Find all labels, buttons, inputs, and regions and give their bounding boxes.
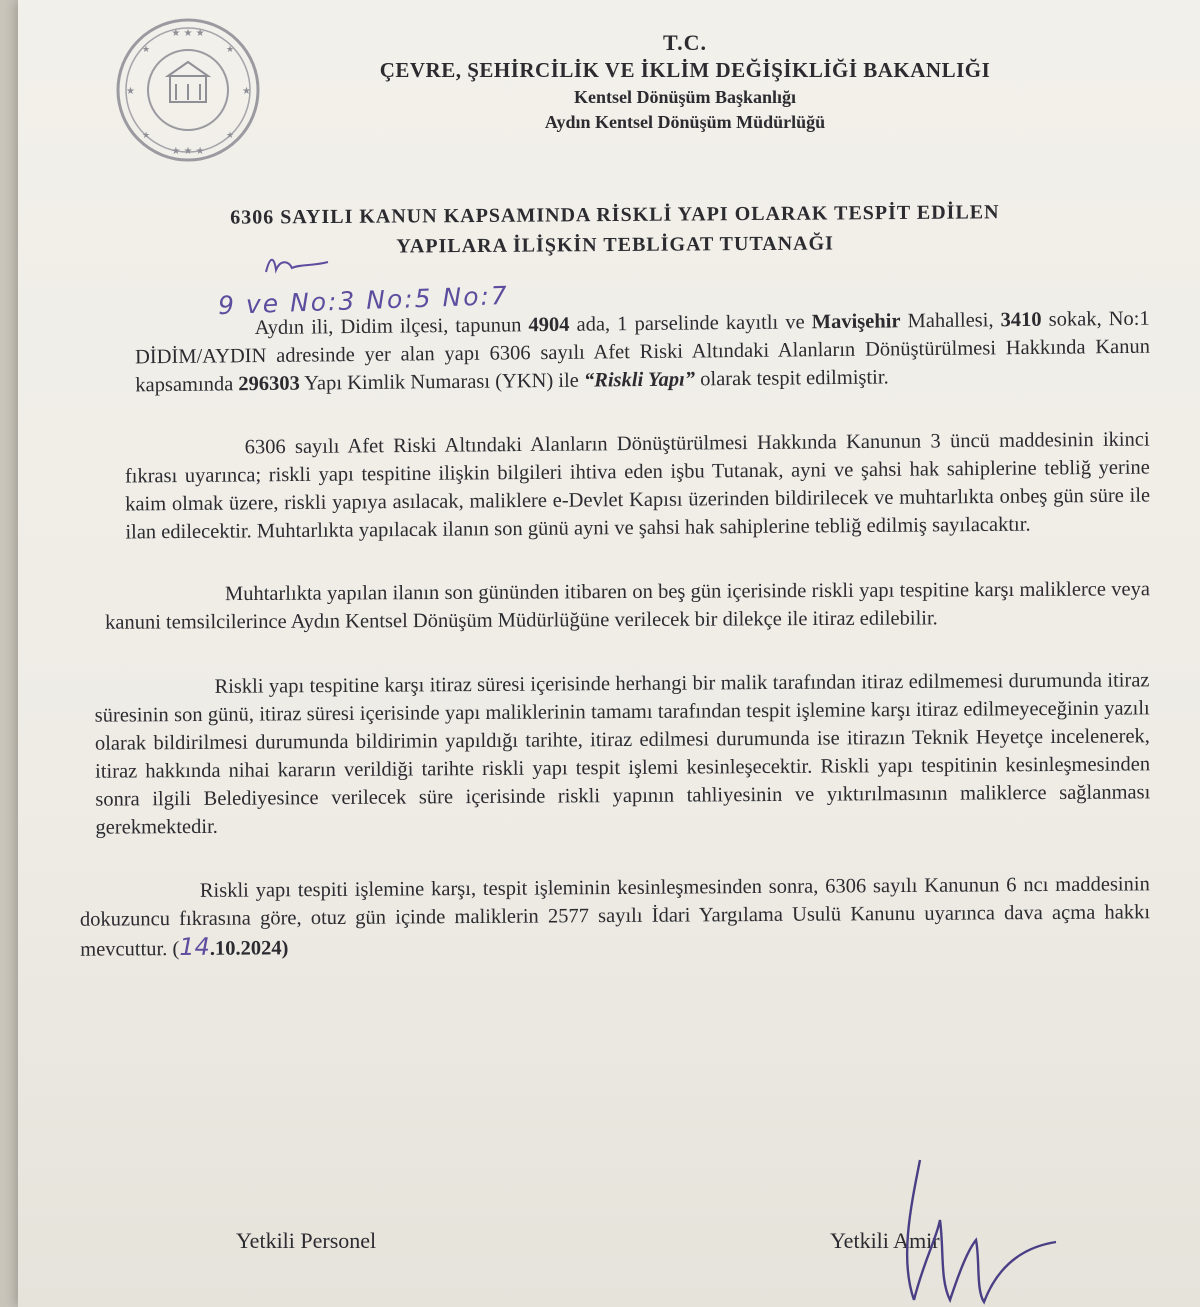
svg-text:★: ★: [226, 45, 235, 55]
date-suffix: .10.2024): [209, 937, 289, 960]
paragraph-1: Aydın ili, Didim ilçesi, tapunun 4904 ada, 1 parselinde kayıtlı ve Mavişehir Mahallesi, 3410 sokak, No:1 DİDİM/AYDIN adresinde yer alan yapı 6306 sayılı Afet Riski Altındaki Alanların Dönüştürülmesi Hakkında Kanun kapsamında 296303 Yapı Kimlik Numarası (YKN) ile “Riskli Yapı” olarak tespit edilmiştir.: [134, 307, 1151, 397]
handwritten-signature-icon: [880, 1150, 1060, 1307]
title-line-1: 6306 SAYILI KANUN KAPSAMINDA RİSKLİ YAPI OLARAK TESPİT EDİLEN: [230, 201, 1000, 229]
sokak-number: 3410: [1000, 308, 1042, 332]
svg-text:★ ★ ★: ★ ★ ★: [171, 146, 205, 157]
svg-text:★: ★: [142, 131, 151, 141]
ada-number: 4904: [528, 313, 570, 337]
document-body: [79, 307, 1151, 996]
page-shadow-edge: [0, 0, 18, 1307]
handwritten-date-day: 14: [179, 932, 210, 962]
letterhead-directorate: Aydın Kentsel Dönüşüm Müdürlüğü: [544, 112, 826, 132]
letterhead-presidency: Kentsel Dönüşüm Başkanlığı: [573, 87, 797, 107]
svg-text:★: ★: [126, 86, 135, 97]
svg-text:★: ★: [242, 86, 251, 97]
letterhead: [250, 30, 1010, 133]
svg-text:★ ★ ★: ★ ★ ★: [171, 28, 205, 39]
signature-personnel-label: Yetkili Personel: [236, 1228, 377, 1253]
riskli-yapi-label: “Riskli Yapı”: [583, 368, 696, 392]
signature-chief-label: Yetkili Amir: [830, 1228, 940, 1253]
paragraph-2: 6306 sayılı Afet Riski Altındaki Alanların Dönüştürülmesi Hakkında Kanunun 3 üncü maddesinin ikinci fıkrası uyarınca; riskli yapı tespitine ilişkin bilgileri ihtiva eden işbu Tutanak, ayni ve şahsi hak sahiplerine tebliğ yerine kaim olmak üzere, riskli yapıya asılacak, maliklere e-Devlet Kapısı üzerinden bildirilecek ve muhtarlıkta onbeş gün süre ile ilan edilecektir. Muhtarlıkta yapılacak ilanın son günü ayni ve şahsi hak sahiplerine tebliğ edilmiş sayılacaktır.: [124, 428, 1151, 544]
handwritten-scribble-icon: [262, 252, 332, 278]
paragraph-3: Muhtarlıkta yapılan ilanın son gününden itibaren on beş gün içerisinde riskli yapı tespitine karşı maliklerce veya kanuni temsilcilerince Aydın Kentsel Dönüşüm Müdürlüğüne verilecek bir dilekçe ile itiraz edilebilir.: [105, 578, 1150, 634]
ykn-number: 296303: [238, 372, 300, 396]
svg-text:★: ★: [226, 131, 235, 141]
letterhead-tc: T.C.: [663, 30, 707, 55]
paragraph-4: Riskli yapı tespitine karşı itiraz süresi içerisinde herhangi bir malik tarafından itiraz edilmemesi durumunda itiraz süresinin son günü, itiraz süresi içerisinde yapı maliklerinin tamamı tarafından tespit işlemine karşı itiraz edilmeyeceğinin yazılı olarak bildirilmesi durumunda bildirimin yapıldığı tarihte, itiraz edilmesi durumunda ise itirazın Teknik Heyetçe incelenerek, itiraz hakkında nihai kararın verildiği tarihte riskli yapı tespit işlemi kesinleşecektir. Riskli yapı tespitinin kesinleşmesinden sonra ilgili Belediyesince verilecek süre içerisinde riskli yapının tahliyesinin ve yıktırılmasının maliklerce sağlanması gerekmektedir.: [94, 669, 1151, 839]
ministry-seal-icon: [112, 14, 264, 166]
letterhead-ministry: ÇEVRE, ŞEHİRCİLİK VE İKLİM DEĞİŞİKLİĞİ BAKANLIĞI: [379, 58, 991, 82]
handwritten-door-numbers: 9 ve No:3 No:5 No:7: [217, 280, 510, 321]
paragraph-5: Riskli yapı tespiti işlemine karşı, tespit işleminin kesinleşmesinden sonra, 6306 sayılı Kanunun 6 ncı maddesinin dokuzuncu fıkrasına göre, otuz gün içinde maliklerin 2577 sayılı İdari Yargılama Usulü Kanunu uyarınca dava açma hakkı mevcuttur. (14.10.2024): [79, 873, 1151, 962]
title-line-2: YAPILARA İLİŞKİN TEBLİGAT TUTANAĞI: [396, 232, 835, 258]
svg-text:★: ★: [142, 45, 151, 55]
mahalle-name: Mavişehir: [811, 310, 901, 334]
